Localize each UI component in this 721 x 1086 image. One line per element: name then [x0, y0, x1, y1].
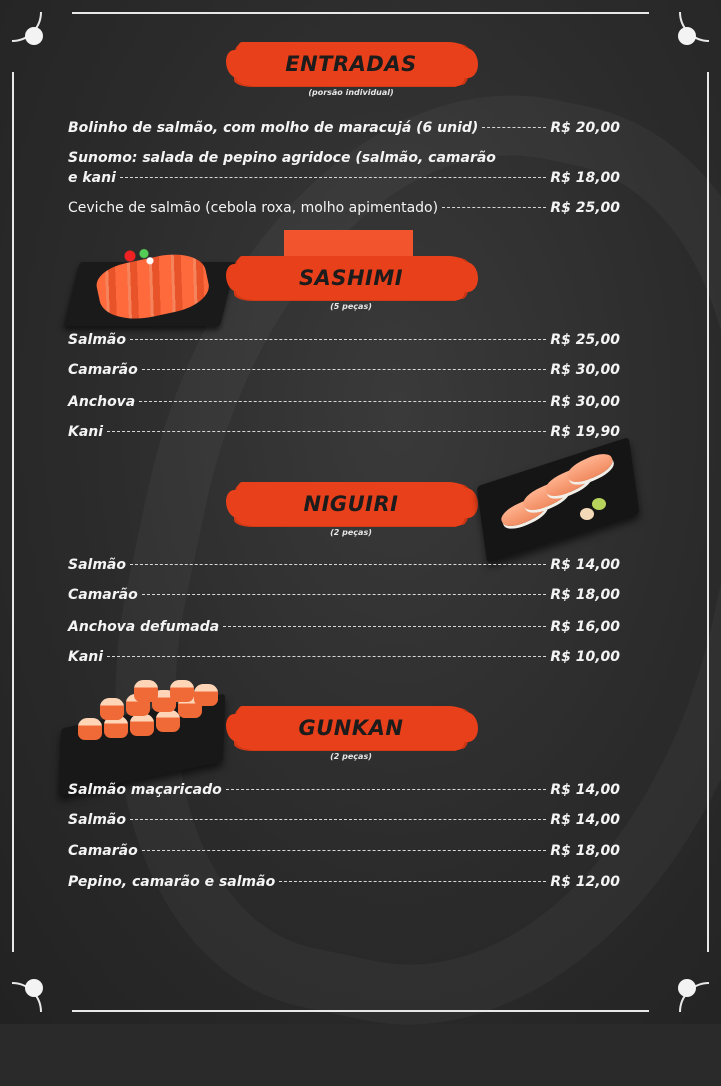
- dotted-leader: [226, 789, 547, 790]
- sashimi-photo-garnish: [118, 244, 158, 268]
- item-name-continued: e kani: [68, 170, 116, 186]
- section-title: SASHIMI: [298, 266, 404, 290]
- dotted-leader: [142, 850, 547, 851]
- item-name: Pepino, camarão e salmão: [68, 874, 276, 890]
- item-name: Salmão: [68, 557, 126, 573]
- dotted-leader: [130, 339, 546, 340]
- dotted-leader: [442, 207, 546, 208]
- item-name: Kani: [68, 649, 104, 665]
- menu-item: [68, 362, 620, 384]
- dotted-leader: [142, 594, 547, 595]
- menu-item: [68, 782, 620, 804]
- item-price: R$ 25,00: [550, 200, 620, 216]
- item-name: Camarão: [68, 587, 138, 603]
- section-header-niguiri: [236, 482, 466, 537]
- menu-item: [68, 812, 620, 834]
- dotted-leader: [130, 819, 546, 820]
- menu-item: [68, 649, 620, 671]
- brush-stroke: [236, 42, 466, 86]
- dotted-leader: [139, 401, 546, 402]
- item-price: R$ 14,00: [550, 557, 620, 573]
- corner-dot: [25, 27, 43, 45]
- section-title: NIGUIRI: [303, 492, 399, 516]
- section-subtitle: (2 peças): [330, 528, 372, 537]
- item-price: R$ 20,00: [550, 120, 620, 136]
- redaction-block: [284, 230, 413, 256]
- menu-item: [68, 619, 620, 641]
- menu-item: [68, 874, 620, 896]
- item-name: Salmão: [68, 812, 126, 828]
- section-title: ENTRADAS: [285, 52, 417, 76]
- menu-item: [68, 120, 620, 142]
- item-name: Salmão maçaricado: [68, 782, 222, 798]
- menu-item: [68, 843, 620, 865]
- dotted-leader: [482, 127, 546, 128]
- item-price: R$ 30,00: [550, 394, 620, 410]
- item-name: Kani: [68, 424, 104, 440]
- dotted-leader: [120, 177, 546, 178]
- item-price: R$ 30,00: [550, 362, 620, 378]
- dotted-leader: [279, 881, 546, 882]
- item-price: R$ 14,00: [550, 782, 620, 798]
- brush-stroke: [236, 706, 466, 750]
- section-subtitle: (5 peças): [330, 302, 372, 311]
- menu-item: [68, 557, 620, 579]
- niguiri-photo-pieces: [488, 448, 638, 548]
- item-name: Ceviche de salmão (cebola roxa, molho apimentado): [68, 200, 439, 216]
- item-price: R$ 14,00: [550, 812, 620, 828]
- item-name: Anchova defumada: [68, 619, 220, 635]
- item-price: R$ 18,00: [550, 170, 620, 186]
- item-price: R$ 19,90: [550, 424, 620, 440]
- section-header-gunkan: [236, 706, 466, 761]
- menu-item: [68, 332, 620, 354]
- item-price: R$ 16,00: [550, 619, 620, 635]
- item-name: Anchova: [68, 394, 136, 410]
- section-subtitle: (2 peças): [330, 752, 372, 761]
- brush-stroke: [236, 482, 466, 526]
- item-price: R$ 25,00: [550, 332, 620, 348]
- dotted-leader: [107, 656, 546, 657]
- item-name: Camarão: [68, 362, 138, 378]
- menu-item: [68, 587, 620, 609]
- item-name: Sunomo: salada de pepino agridoce (salmão, camarão: [68, 150, 496, 166]
- item-price: R$ 18,00: [550, 843, 620, 859]
- section-header-entradas: [236, 42, 466, 97]
- section-title: GUNKAN: [298, 716, 404, 740]
- section-subtitle: (porsão individual): [308, 88, 394, 97]
- corner-dot: [678, 979, 696, 997]
- menu-item: [68, 150, 620, 192]
- dotted-leader: [107, 431, 546, 432]
- gunkan-photo-pieces: [74, 680, 224, 750]
- corner-dot: [678, 27, 696, 45]
- dotted-leader: [142, 369, 547, 370]
- item-name: Bolinho de salmão, com molho de maracujá (6 unid): [68, 120, 479, 136]
- menu-item: [68, 424, 620, 446]
- item-name: Salmão: [68, 332, 126, 348]
- menu-item: [68, 394, 620, 416]
- menu-item: [68, 200, 620, 222]
- item-price: R$ 10,00: [550, 649, 620, 665]
- dotted-leader: [223, 626, 546, 627]
- brush-stroke: [236, 256, 466, 300]
- item-name: Camarão: [68, 843, 138, 859]
- dotted-leader: [130, 564, 546, 565]
- corner-dot: [25, 979, 43, 997]
- item-price: R$ 18,00: [550, 587, 620, 603]
- section-header-sashimi: [236, 256, 466, 311]
- item-price: R$ 12,00: [550, 874, 620, 890]
